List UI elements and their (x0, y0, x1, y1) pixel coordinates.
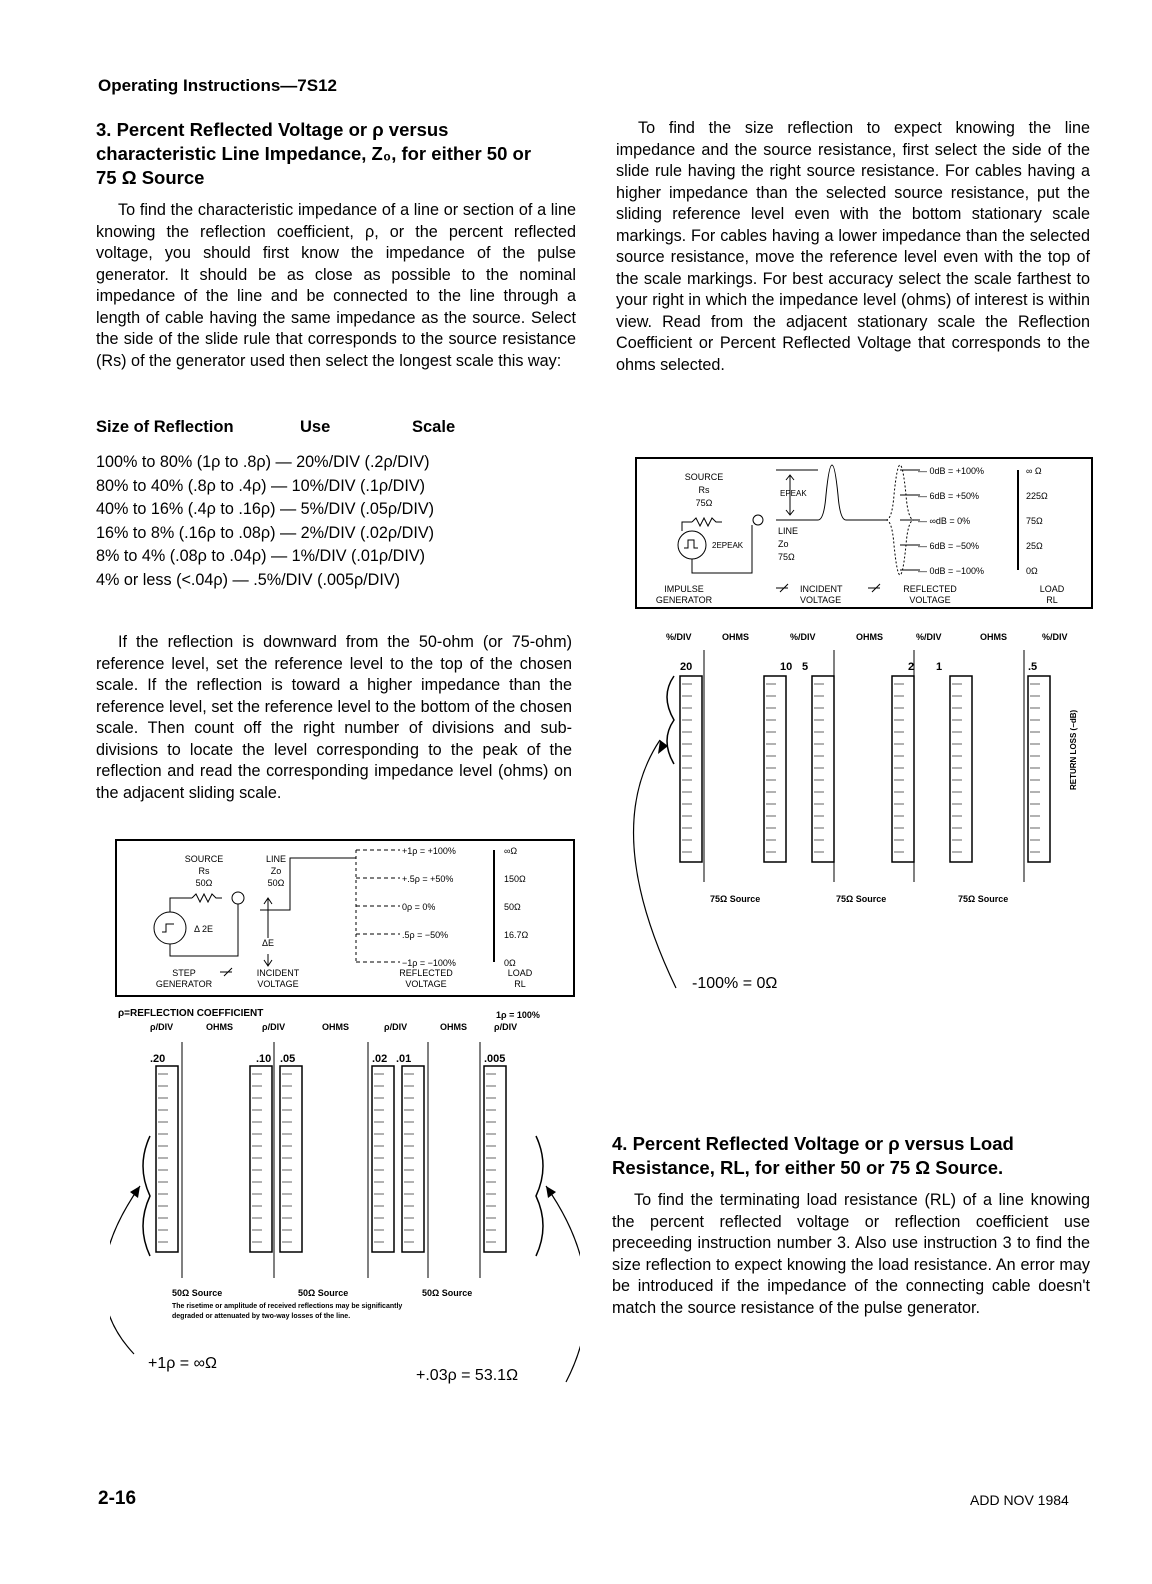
svg-text:50Ω Source: 50Ω Source (422, 1288, 473, 1298)
svg-text:OHMS: OHMS (856, 632, 883, 642)
svg-text:GENERATOR: GENERATOR (155, 979, 213, 989)
svg-text:.05: .05 (280, 1053, 296, 1065)
svg-text:2EPEAK: 2EPEAK (712, 541, 744, 550)
svg-text:150Ω: 150Ω (504, 874, 526, 884)
svg-text:%/DIV: %/DIV (666, 632, 692, 642)
svg-text:REFLECTED: REFLECTED (399, 968, 453, 978)
svg-text:RETURN LOSS (−dB): RETURN LOSS (−dB) (1069, 709, 1078, 790)
svg-text:75Ω: 75Ω (778, 552, 795, 562)
svg-text:degraded or attenuated by two-: degraded or attenuated by two-way losses of the line. (172, 1313, 351, 1320)
section-3 (96, 118, 576, 372)
svg-text:0Ω: 0Ω (1026, 566, 1038, 576)
svg-text:50Ω: 50Ω (504, 902, 521, 912)
svg-text:OHMS: OHMS (322, 1022, 349, 1032)
svg-text:The risetime or amplitude of r: The risetime or amplitude of received reflections may be significantly (172, 1303, 403, 1310)
svg-text:50Ω Source: 50Ω Source (172, 1288, 223, 1298)
svg-text:RL: RL (514, 979, 526, 989)
svg-text:— 6dB = +50%: — 6dB = +50% (918, 491, 980, 501)
svg-text:16.7Ω: 16.7Ω (504, 930, 529, 940)
svg-text:OHMS: OHMS (980, 632, 1007, 642)
slide-rule-75 (634, 632, 1078, 988)
svg-text:OHMS: OHMS (206, 1022, 233, 1032)
scale-table-header: Size of Reflection Use Scale (96, 418, 456, 436)
svg-text:OHMS: OHMS (440, 1022, 467, 1032)
section-3-paragraph-2: If the reflection is downward from the 50-ohm (or 75-ohm) reference level, set the reference level to the top of the chosen scale. If the reflection is toward a higher impedance than the reference level, set the reference level to the bottom of the chosen scale. Then count off the right number of divisions and sub-divisions to locate the level corresponding to the peak of the reflection and read the corresponding impedance level (ohms) on the adjacent sliding scale. (96, 633, 572, 802)
svg-text:LINE: LINE (778, 526, 799, 536)
svg-text:.5: .5 (1028, 661, 1038, 673)
svg-text:%/DIV: %/DIV (916, 632, 942, 642)
table-row: 4% or less (<.04ρ) — .5%/DIV (.005ρ/DIV) (96, 570, 401, 589)
table-row: 100% to 80% (1ρ to .8ρ) — 20%/DIV (.2ρ/DIV) (96, 453, 430, 471)
impulse-diagram (636, 458, 1092, 608)
svg-text:10: 10 (780, 661, 793, 673)
figure-50-ohm (110, 836, 580, 1392)
scale-table (96, 418, 576, 592)
step-diagram (116, 840, 574, 996)
svg-text:ρ/DIV: ρ/DIV (384, 1022, 408, 1032)
svg-text:−1ρ = −100%: −1ρ = −100% (402, 958, 456, 968)
table-row: 16% to 8% (.16ρ to .08ρ) — 2%/DIV (.02ρ/DIV) (96, 523, 435, 542)
svg-text:— 6dB = −50%: — 6dB = −50% (918, 541, 980, 551)
svg-text:Rs: Rs (198, 866, 210, 876)
svg-text:Rs: Rs (698, 485, 710, 495)
table-row: 40% to 16% (.4ρ to .16ρ) — 5%/DIV (.05ρ/DIV) (96, 500, 435, 518)
section-3-heading: 3. Percent Reflected Voltage or ρ versus characteristic Line Impedance, Z₀, for either 50 or 75 Ω Source (96, 119, 532, 188)
svg-text:50Ω Source: 50Ω Source (298, 1288, 349, 1298)
svg-text:.5ρ = −50%: .5ρ = −50% (402, 930, 449, 940)
page-number: 2-16 (98, 1488, 137, 1509)
svg-text:0Ω: 0Ω (504, 958, 516, 968)
svg-text:.01: .01 (396, 1053, 412, 1065)
svg-text:ρ/DIV: ρ/DIV (494, 1022, 518, 1032)
svg-text:%/DIV: %/DIV (1042, 632, 1068, 642)
callout-plus-003-rho: +.03ρ = 53.1Ω (416, 1367, 519, 1384)
svg-text:+.5ρ = +50%: +.5ρ = +50% (402, 874, 454, 884)
svg-text:IMPULSE: IMPULSE (664, 584, 704, 594)
svg-text:SOURCE: SOURCE (684, 472, 724, 482)
svg-text:INCIDENT: INCIDENT (256, 968, 300, 978)
svg-text:— 0dB = −100%: — 0dB = −100% (918, 566, 985, 576)
section-4 (612, 1132, 1090, 1319)
svg-text:.005: .005 (484, 1053, 506, 1065)
svg-text:RL: RL (1046, 595, 1058, 605)
svg-text:1ρ = 100%: 1ρ = 100% (496, 1010, 540, 1020)
svg-text:ρ/DIV: ρ/DIV (150, 1022, 174, 1032)
svg-text:SOURCE: SOURCE (184, 854, 224, 864)
section-3-paragraph-1: To find the characteristic impedance of a line or section of a line knowing the reflection coefficient, ρ, or the percent reflected voltage, you should first know the impedance of the pulse generator. It should be as close as possible to the nominal impedance of the line and be connected to the line through a length of cable having the same impedance as the source. Select the side of the slide rule that corresponds to the source resistance (Rs) of the generator used then select the longest scale this way: (96, 201, 576, 370)
svg-text:75Ω: 75Ω (1026, 516, 1043, 526)
revision-date: ADD NOV 1984 (970, 1492, 1069, 1508)
table-row: 8% to 4% (.08ρ to .04ρ) — 1%/DIV (.01ρ/DIV) (96, 547, 426, 565)
svg-text:LINE: LINE (265, 854, 287, 864)
svg-text:75Ω Source: 75Ω Source (836, 894, 887, 904)
svg-text:EPEAK: EPEAK (780, 489, 807, 498)
section-4-heading: 4. Percent Reflected Voltage or ρ versus Load Resistance, RL, for either 50 or 75 Ω Source. (612, 1133, 1014, 1178)
svg-text:5: 5 (802, 661, 809, 673)
callout-plus-one-rho: +1ρ = ∞Ω (148, 1355, 217, 1372)
svg-text:.02: .02 (372, 1053, 388, 1065)
svg-text:VOLTAGE: VOLTAGE (405, 979, 447, 989)
svg-text:1: 1 (936, 661, 943, 673)
svg-text:Zo: Zo (270, 866, 282, 876)
svg-text:%/DIV: %/DIV (790, 632, 816, 642)
svg-text:225Ω: 225Ω (1026, 491, 1048, 501)
svg-text:ρ=REFLECTION COEFFICIENT: ρ=REFLECTION COEFFICIENT (118, 1008, 264, 1019)
svg-text:VOLTAGE: VOLTAGE (800, 595, 842, 605)
svg-text:.20: .20 (150, 1053, 166, 1065)
svg-text:OHMS: OHMS (722, 632, 749, 642)
svg-text:.10: .10 (256, 1053, 272, 1065)
running-title: Operating Instructions—7S12 (98, 76, 337, 95)
right-column-text (616, 118, 1090, 376)
svg-text:∞ Ω: ∞ Ω (1026, 466, 1042, 476)
slide-rule-50 (110, 1008, 580, 1382)
table-row: 80% to 40% (.8ρ to .4ρ) — 10%/DIV (.1ρ/DIV) (96, 476, 426, 495)
svg-text:STEP: STEP (172, 968, 196, 978)
svg-text:ΔE: ΔE (262, 938, 275, 948)
section-4-paragraph: To find the terminating load resistance (RL) of a line knowing the percent reflected voltage or reflection coefficient use preceeding instruction number 3. Also use instruction 3 to find the size reflection to expect knowing the load resistance. An error may be introduced if the impedance of the connecting cable doesn't match the source resistance of the pulse generator. (612, 1191, 1090, 1317)
svg-text:20: 20 (680, 661, 693, 673)
svg-text:LOAD: LOAD (1039, 584, 1065, 594)
svg-text:LOAD: LOAD (507, 968, 533, 978)
svg-text:2: 2 (908, 661, 915, 673)
svg-text:Zo: Zo (778, 539, 789, 549)
svg-text:75Ω Source: 75Ω Source (958, 894, 1009, 904)
size-reflection-paragraph: To find the size reflection to expect knowing the line impedance and the source resistance, first select the side of the slide rule having the right source resistance. For cables having a higher impedance than the selected source resistance, put the sliding reference level even with the bottom stationary scale markings. For cables having a lower impedance than the selected source resistance, move the reference level even with the top of the scale markings. For best accuracy select the scale farthest to your right in which the impedance level (ohms) of interest is within view. Read from the adjacent stationary scale the Reflection Coefficient or Percent Reflected Voltage that corresponds to the ohms selected. (616, 119, 1090, 374)
svg-text:GENERATOR: GENERATOR (655, 595, 713, 605)
svg-text:75Ω: 75Ω (695, 498, 713, 508)
svg-text:25Ω: 25Ω (1026, 541, 1043, 551)
svg-text:∞Ω: ∞Ω (504, 846, 518, 856)
svg-text:VOLTAGE: VOLTAGE (257, 979, 299, 989)
svg-text:75Ω Source: 75Ω Source (710, 894, 761, 904)
svg-text:REFLECTED: REFLECTED (903, 584, 957, 594)
svg-text:— ∞dB = 0%: — ∞dB = 0% (918, 516, 971, 526)
svg-text:— 0dB = +100%: — 0dB = +100% (918, 466, 985, 476)
figure-75-ohm (600, 450, 1100, 1010)
svg-text:50Ω: 50Ω (195, 878, 213, 888)
svg-text:Δ 2E: Δ 2E (194, 924, 214, 934)
svg-text:VOLTAGE: VOLTAGE (909, 595, 951, 605)
callout-minus-100: -100% = 0Ω (692, 975, 778, 992)
svg-text:+1ρ = +100%: +1ρ = +100% (402, 846, 456, 856)
svg-text:INCIDENT: INCIDENT (800, 584, 843, 594)
svg-text:0ρ = 0%: 0ρ = 0% (402, 902, 436, 912)
svg-text:50Ω: 50Ω (267, 878, 285, 888)
svg-text:ρ/DIV: ρ/DIV (262, 1022, 286, 1032)
